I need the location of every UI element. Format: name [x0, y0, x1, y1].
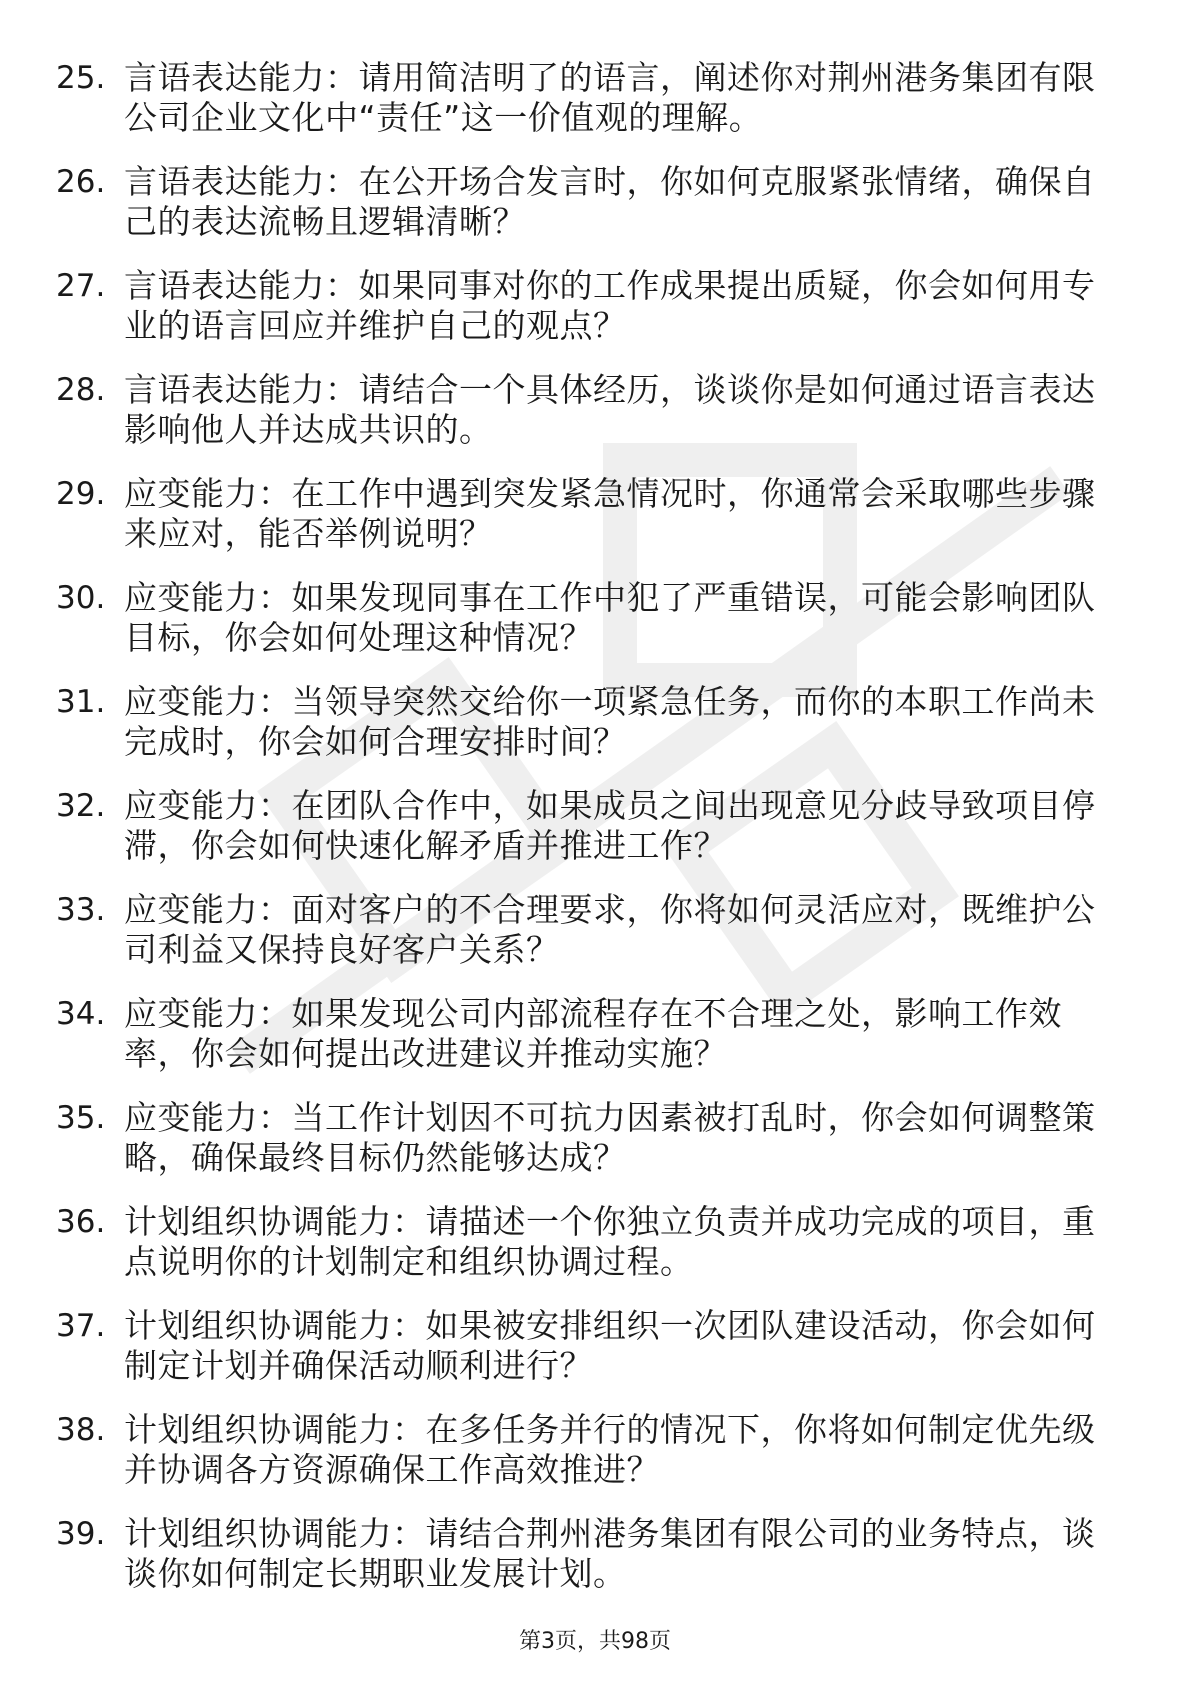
question-item [0, 468, 1190, 572]
question-item [0, 1300, 1190, 1404]
question-item [0, 1092, 1190, 1196]
question-number: 26. [56, 164, 106, 200]
question-number: 32. [56, 788, 106, 824]
question-text: 言语表达能力：如果同事对你的工作成果提出质疑，你会如何用专业的语言回应并维护自己的观点？ [124, 266, 1096, 345]
question-text: 应变能力：在工作中遇到突发紧急情况时，你通常会采取哪些步骤来应对，能否举例说明？ [124, 474, 1096, 553]
question-number: 28. [56, 372, 106, 408]
question-text: 应变能力：当领导突然交给你一项紧急任务，而你的本职工作尚未完成时，你会如何合理安排时间？ [124, 682, 1096, 761]
question-item [0, 364, 1190, 468]
question-number: 36. [56, 1204, 106, 1240]
question-text: 计划组织协调能力：请描述一个你独立负责并成功完成的项目，重点说明你的计划制定和组织协调过程。 [124, 1202, 1096, 1281]
question-number: 39. [56, 1516, 106, 1552]
question-item [0, 1404, 1190, 1508]
question-number: 34. [56, 996, 106, 1032]
page-footer: 第3页，共98页 [519, 1629, 671, 1654]
question-number: 35. [56, 1100, 106, 1136]
question-text: 计划组织协调能力：请结合荆州港务集团有限公司的业务特点，谈谈你如何制定长期职业发展计划。 [124, 1514, 1096, 1593]
question-item [0, 780, 1190, 884]
question-item [0, 260, 1190, 364]
question-text: 应变能力：如果发现公司内部流程存在不合理之处，影响工作效率，你会如何提出改进建议并推动实施？ [124, 994, 1062, 1073]
question-item [0, 156, 1190, 260]
question-number: 38. [56, 1412, 106, 1448]
question-text: 言语表达能力：在公开场合发言时，你如何克服紧张情绪，确保自己的表达流畅且逻辑清晰？ [124, 162, 1096, 241]
question-number: 31. [56, 684, 106, 720]
question-item [0, 988, 1190, 1092]
question-number: 37. [56, 1308, 106, 1344]
question-text: 应变能力：当工作计划因不可抗力因素被打乱时，你会如何调整策略，确保最终目标仍然能够达成？ [124, 1098, 1096, 1177]
question-number: 30. [56, 580, 106, 616]
question-item [0, 676, 1190, 780]
question-number: 25. [56, 60, 106, 96]
question-item [0, 1196, 1190, 1300]
question-item [0, 52, 1190, 156]
question-number: 33. [56, 892, 106, 928]
question-list [0, 52, 1190, 1612]
question-number: 27. [56, 268, 106, 304]
question-item [0, 1508, 1190, 1612]
question-text: 应变能力：在团队合作中，如果成员之间出现意见分歧导致项目停滞，你会如何快速化解矛盾并推进工作？ [124, 786, 1096, 865]
question-text: 计划组织协调能力：如果被安排组织一次团队建设活动，你会如何制定计划并确保活动顺利进行？ [124, 1306, 1096, 1385]
question-text: 应变能力：如果发现同事在工作中犯了严重错误，可能会影响团队目标，你会如何处理这种情况？ [124, 578, 1096, 657]
question-item [0, 884, 1190, 988]
question-text: 言语表达能力：请结合一个具体经历，谈谈你是如何通过语言表达影响他人并达成共识的。 [124, 370, 1096, 449]
question-text: 应变能力：面对客户的不合理要求，你将如何灵活应对，既维护公司利益又保持良好客户关系？ [124, 890, 1096, 969]
question-text: 言语表达能力：请用简洁明了的语言，阐述你对荆州港务集团有限公司企业文化中“责任”这一价值观的理解。 [124, 58, 1096, 137]
question-item [0, 572, 1190, 676]
question-number: 29. [56, 476, 106, 512]
question-text: 计划组织协调能力：在多任务并行的情况下，你将如何制定优先级并协调各方资源确保工作高效推进？ [124, 1410, 1096, 1489]
